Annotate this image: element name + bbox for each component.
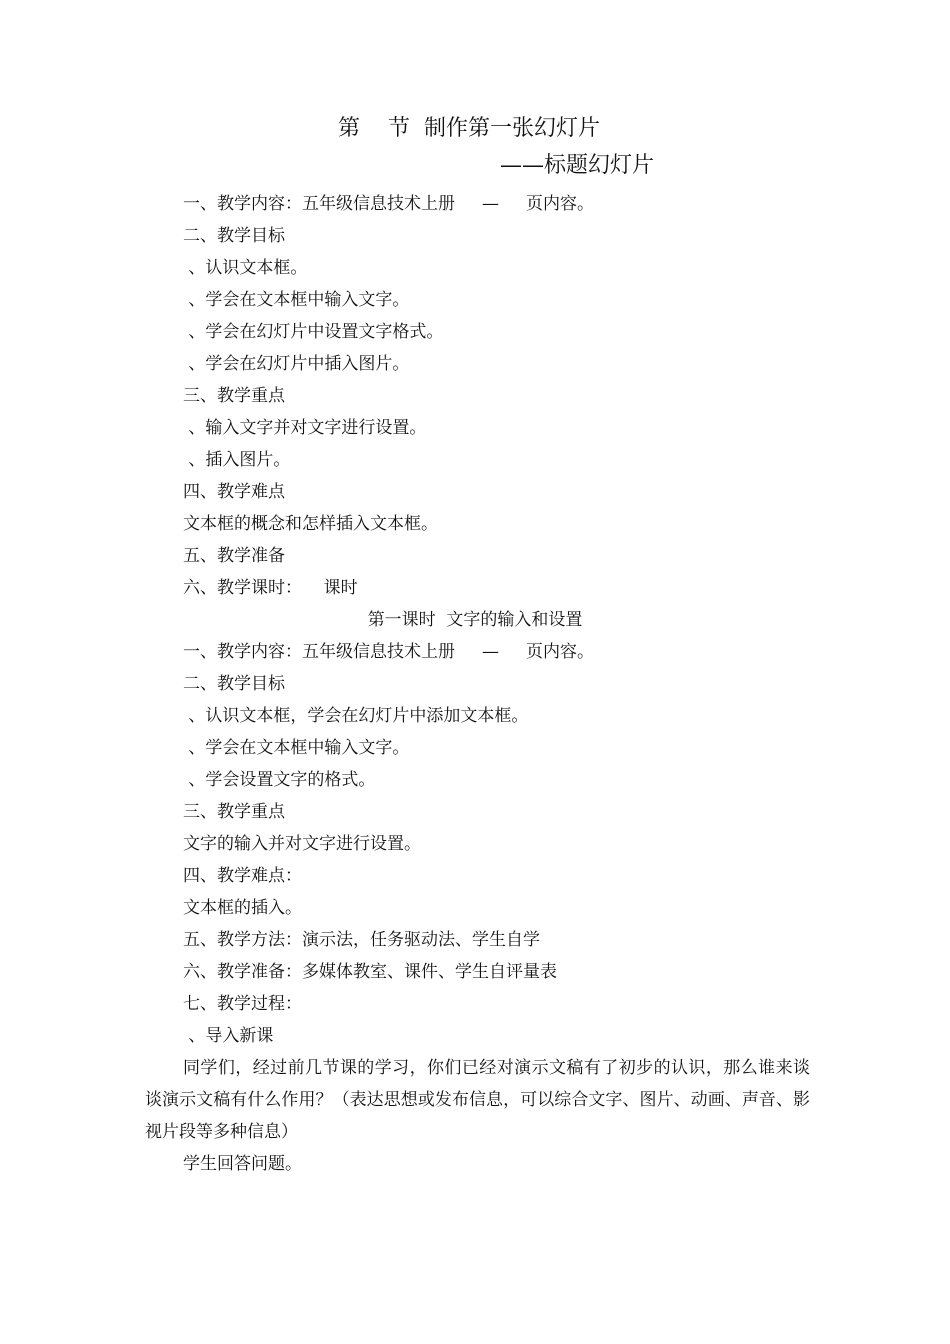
page-title: 第 节 制作第一张幻灯片 bbox=[338, 116, 600, 141]
lesson1-line-12: 七、教学过程： bbox=[183, 994, 302, 1014]
section1-line-5: 、学会在幻灯片中设置文字格式。 bbox=[183, 322, 444, 342]
lesson1-line-10: 五、教学方法：演示法，任务驱动法、学生自学 bbox=[183, 930, 540, 950]
lesson1-line-5: 、学会设置文字的格式。 bbox=[183, 770, 376, 790]
section1-line-12: 五、教学准备 bbox=[183, 546, 285, 566]
lesson1-line-9: 文本框的插入。 bbox=[183, 898, 302, 918]
section1-line-2: 二、教学目标 bbox=[183, 226, 285, 246]
page-subtitle: ——标题幻灯片 bbox=[500, 153, 655, 178]
section1-line-6: 、学会在幻灯片中插入图片。 bbox=[183, 354, 410, 374]
section1-line-1: 一、教学内容：五年级信息技术上册 — 页内容。 bbox=[183, 194, 595, 214]
lesson1-line-2: 二、教学目标 bbox=[183, 674, 285, 694]
section1-line-9: 、插入图片。 bbox=[183, 450, 291, 470]
lesson1-line-3: 、认识文本框，学会在幻灯片中添加文本框。 bbox=[183, 706, 529, 726]
section1-line-8: 、输入文字并对文字进行设置。 bbox=[183, 418, 427, 438]
section1-line-11: 文本框的概念和怎样插入文本框。 bbox=[183, 514, 438, 534]
section1-line-13: 六、教学课时： 课时 bbox=[183, 578, 358, 598]
section1-line-7: 三、教学重点 bbox=[183, 386, 285, 406]
lesson1-line-7: 文字的输入并对文字进行设置。 bbox=[183, 834, 421, 854]
lesson1-line-13: 、导入新课 bbox=[183, 1026, 274, 1046]
lesson1-heading: 第一课时 文字的输入和设置 bbox=[367, 610, 583, 630]
section1-line-10: 四、教学难点 bbox=[183, 482, 285, 502]
section1-line-4: 、学会在文本框中输入文字。 bbox=[183, 290, 410, 310]
section1-line-3: 、认识文本框。 bbox=[183, 258, 308, 278]
lesson1-line-8: 四、教学难点： bbox=[183, 866, 302, 886]
closing-line: 学生回答问题。 bbox=[183, 1154, 302, 1174]
lesson1-line-11: 六、教学准备：多媒体教室、课件、学生自评量表 bbox=[183, 962, 557, 982]
intro-paragraph: 同学们，经过前几节课的学习，你们已经对演示文稿有了初步的认识，那么谁来谈谈演示文稿有什么作用？（表达思想或发布信息，可以综合文字、图片、动画、声音、影视片段等多种信息） bbox=[145, 1058, 810, 1142]
lesson1-line-4: 、学会在文本框中输入文字。 bbox=[183, 738, 410, 758]
lesson1-line-1: 一、教学内容：五年级信息技术上册 — 页内容。 bbox=[183, 642, 595, 662]
lesson1-line-6: 三、教学重点 bbox=[183, 802, 285, 822]
